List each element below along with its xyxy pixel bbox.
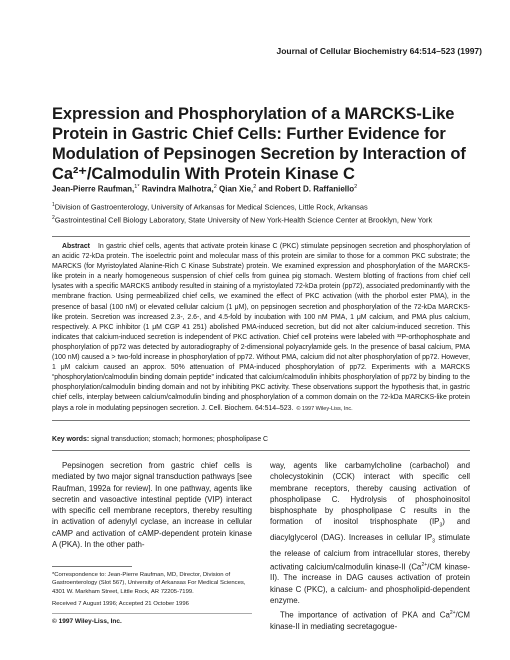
abstract-section: [52, 236, 470, 421]
author-name: Ravindra Malhotra,: [139, 184, 214, 194]
abstract-body: In gastric chief cells, agents that activate protein kinase C (PKC) stimulate pepsinogen secretion and phosphorylation of an acidic 72-kDa protein. The isoelectric point and molecular mass of this protein are similar to those for a common PKC substrate; the MARCKS (for Myristoylated Alanine-Rich C Kinase Substrate) protein. We examined expression and phosphorylation of the MARCKS-like protein in a nearly homogeneous suspension of chief cells from guinea pig stomach. Western blotting of fractions from chief cell lysates with a specific MARCKS antibody resulted in staining of a myristoylated 72-kDa protein (pp72), associated predominantly with the membrane fraction. Using permeabilized chief cells, we examined the effect of PKC activation (with the phorbol ester PMA), in the presence of basal (100 nM) or elevated cellular calcium (1 μM), on pepsinogen secretion and phosphorylation of the 72-kDa MARCKS-like protein. Secretion was increased 2.3-, 2.6-, and 4.5-fold by incubation with 100 nM PMA, 1 μM calcium, and PMA plus calcium, respectively. A PKC inhibitor (1 μM CGP 41 251) abolished PMA-induced secretion, but did not alter calcium-induced secretion. This indicates that calcium-induced secretion is independent of PKC activation. Chief cell proteins were labeled with ³²P-orthophosphate and phosphorylation of pp72 was detected by autoradiography of 2-dimensional polyacrylamide gels. In the presence of basal calcium, PMA (100 nM) caused a > two-fold increase in phosphorylation of pp72. Without PMA, calcium did not alter phosphorylation of pp72. However, 1 μM calcium caused an approx. 50% attenuation of PMA-induced phosphorylation of pp72. Experiments with a MARCKS “phosphorylation/calmodulin binding domain peptide” indicated that calcium/calmodulin inhibits phosphorylation of pp72 by binding to the phosphorylation/calmodulin binding domain and not by inhibiting PKC activity. These observations support the hypothesis that, in gastric chief cells, interplay between calcium/calmodulin binding and phosphorylation of a common domain on the 72-kDa MARCKS-like protein plays a role in modulating pepsinogen secretion. J. Cell. Biochem. 64:514–523.: [52, 243, 470, 412]
article-title: Expression and Phosphorylation of a MARCKS-Like Protein in Gastric Chief Cells: Further Evidence for Modulation of Pepsinogen Secretion by Interaction of Ca²⁺/Calmodulin With Protein Kinase C: [52, 105, 466, 183]
subscript: 3: [432, 538, 435, 545]
author-affiliation-mark: 2: [354, 184, 358, 190]
superscript: 2+: [449, 610, 456, 617]
author-list: [52, 184, 472, 194]
body-text: way, agents like carbamylcholine (carbachol) and cholecystokinin (CCK) interact with specific cell membrane receptors, thereby causing activation of phospholipase C. Hydrolysis of phosphoinositol bisphosphate by phospholipase C results in the formation of inositol trisphosphate (IP: [270, 461, 470, 527]
journal-citation: Journal of Cellular Biochemistry 64:514–523 (1997): [276, 46, 482, 56]
author-affiliation-mark: 2: [213, 184, 217, 190]
affiliation-number: 2: [52, 214, 55, 221]
author-name: and Robert D. Raffaniello: [256, 184, 355, 194]
body-column-left: Pepsinogen secretion from gastric chief cells is mediated by two major signal transduction pathways [see Raufman, 1992a for review]. In one pathway, agents like secretin and vasoactive intestinal peptide (VIP) interact with specific cell membrane receptors, thereby resulting in activation of adenylyl cyclase, an increase in cellular cAMP and activation of cAMP-dependent protein kinase A (PKA). In the other path-: [52, 461, 253, 550]
subscript: 3: [439, 523, 443, 530]
body-paragraph: [270, 608, 470, 632]
author-affiliation-mark: 2: [253, 184, 257, 190]
abstract-paragraph: [52, 242, 470, 414]
section-divider: [52, 450, 470, 451]
correspondence-footnote: *Correspondence to: Jean-Pierre Raufman, MD, Director, Division of Gastroenterology (Slot 567), University of Arkansas For Medical Sciences, 4301 W. Markham Street, Little Rock, AR 72205-7199.: [52, 572, 246, 595]
affiliations: [52, 200, 472, 226]
affiliation-line: [52, 213, 472, 226]
author-name: Qian Xie,: [216, 184, 254, 194]
affiliation-line: [52, 200, 472, 213]
body-text: The importance of activation of PKA and Ca: [280, 610, 450, 620]
body-column-right: [270, 460, 470, 633]
author-affiliation-mark: 1*: [134, 184, 140, 190]
body-text: stimulate the release of calcium from intracellular stores, thereby activating calcium/calmodulin kinase-II (Ca: [270, 533, 470, 572]
body-text: /CM kinase-II). The increase in DAG causes activation of protein kinase C (PKC), a calcium- and phospholipid-dependent enzyme.: [270, 562, 471, 606]
affiliation-number: 1: [52, 202, 55, 208]
copyright-divider: [52, 613, 252, 614]
keywords: [52, 436, 472, 443]
abstract-copyright: © 1997 Wiley-Liss, Inc.: [296, 405, 353, 412]
body-paragraph: [270, 460, 470, 606]
author-name: Jean-Pierre Raufman,: [52, 184, 135, 194]
footnote-divider: [52, 566, 132, 567]
superscript: 2+: [421, 561, 428, 568]
affiliation-text: Division of Gastroenterology, University of Arkansas for Medical Sciences, Little Rock, Arkansas: [54, 202, 368, 212]
affiliation-text: Gastrointestinal Cell Biology Laboratory, State University of New York-Health Science Center at Brooklyn, New York: [54, 215, 433, 225]
body-text: /CM kinase-II in mediating secretagogue-: [270, 610, 470, 632]
publisher-copyright: © 1997 Wiley-Liss, Inc.: [52, 618, 122, 625]
received-dates: Received 7 August 1996; Accepted 21 October 1996: [52, 601, 189, 607]
body-text: ) and diacylglycerol (DAG). Increases in cellular IP: [270, 517, 470, 543]
keywords-label: Key words:: [52, 436, 90, 443]
keywords-text: signal transduction; stomach; hormones; phospholipase C: [91, 436, 269, 443]
abstract-label: Abstract: [62, 243, 90, 250]
